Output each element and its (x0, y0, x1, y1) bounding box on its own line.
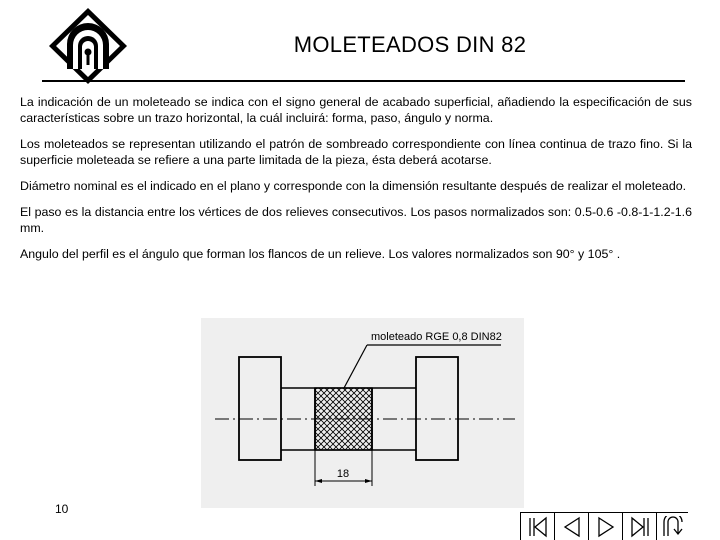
title-divider (42, 80, 685, 82)
paragraph-angulo: Angulo del perfil es el ángulo que forman los flancos de un relieve. Los valores normalizados son 90° y 105° . (20, 247, 621, 261)
previous-page-icon (560, 516, 584, 538)
knurling-drawing (201, 318, 524, 508)
right-hub (416, 357, 458, 460)
first-page-icon (526, 516, 550, 538)
slide-navigation (520, 512, 720, 540)
page-title: MOLETEADOS DIN 82 (293, 32, 527, 57)
next-page-button[interactable] (588, 512, 622, 540)
dimension-value: 18 (336, 468, 350, 480)
previous-page-button[interactable] (554, 512, 588, 540)
last-page-button[interactable] (622, 512, 656, 540)
knurl-annotation: moleteado RGE 0,8 DIN82 (371, 331, 502, 343)
return-button[interactable] (656, 512, 688, 540)
first-page-button[interactable] (520, 512, 554, 540)
page-number: 10 (55, 502, 69, 516)
return-icon (661, 516, 685, 538)
paragraph-indicacion: La indicación de un moleteado se indica con el signo general de acabado superficial, añadiendo la especificación de sus características sobre un trazo horizontal, la cuál incluirá: forma, paso, ángulo y norma. (20, 95, 692, 125)
paragraph-representacion: Los moleteados se representan utilizando el patrón de sombreado correspondiente con línea continua de trazo fino. Si la superficie moleteada se refiere a una parte limitada de la pieza, ésta deberá acotarse. (20, 137, 692, 167)
paragraph-diametro: Diámetro nominal es el indicado en el plano y corresponde con la dimensión resultante después de realizar el moleteado. (20, 179, 687, 193)
last-page-icon (628, 516, 652, 538)
logo-emblem (47, 6, 129, 86)
body-text (20, 94, 692, 272)
next-page-icon (594, 516, 618, 538)
left-hub (239, 357, 281, 460)
paragraph-paso: El paso es la distancia entre los vértices de dos relieves consecutivos. Los pasos normalizados son: 0.5-0.6 -0.8-1-1.2-1.6 mm. (20, 205, 692, 235)
